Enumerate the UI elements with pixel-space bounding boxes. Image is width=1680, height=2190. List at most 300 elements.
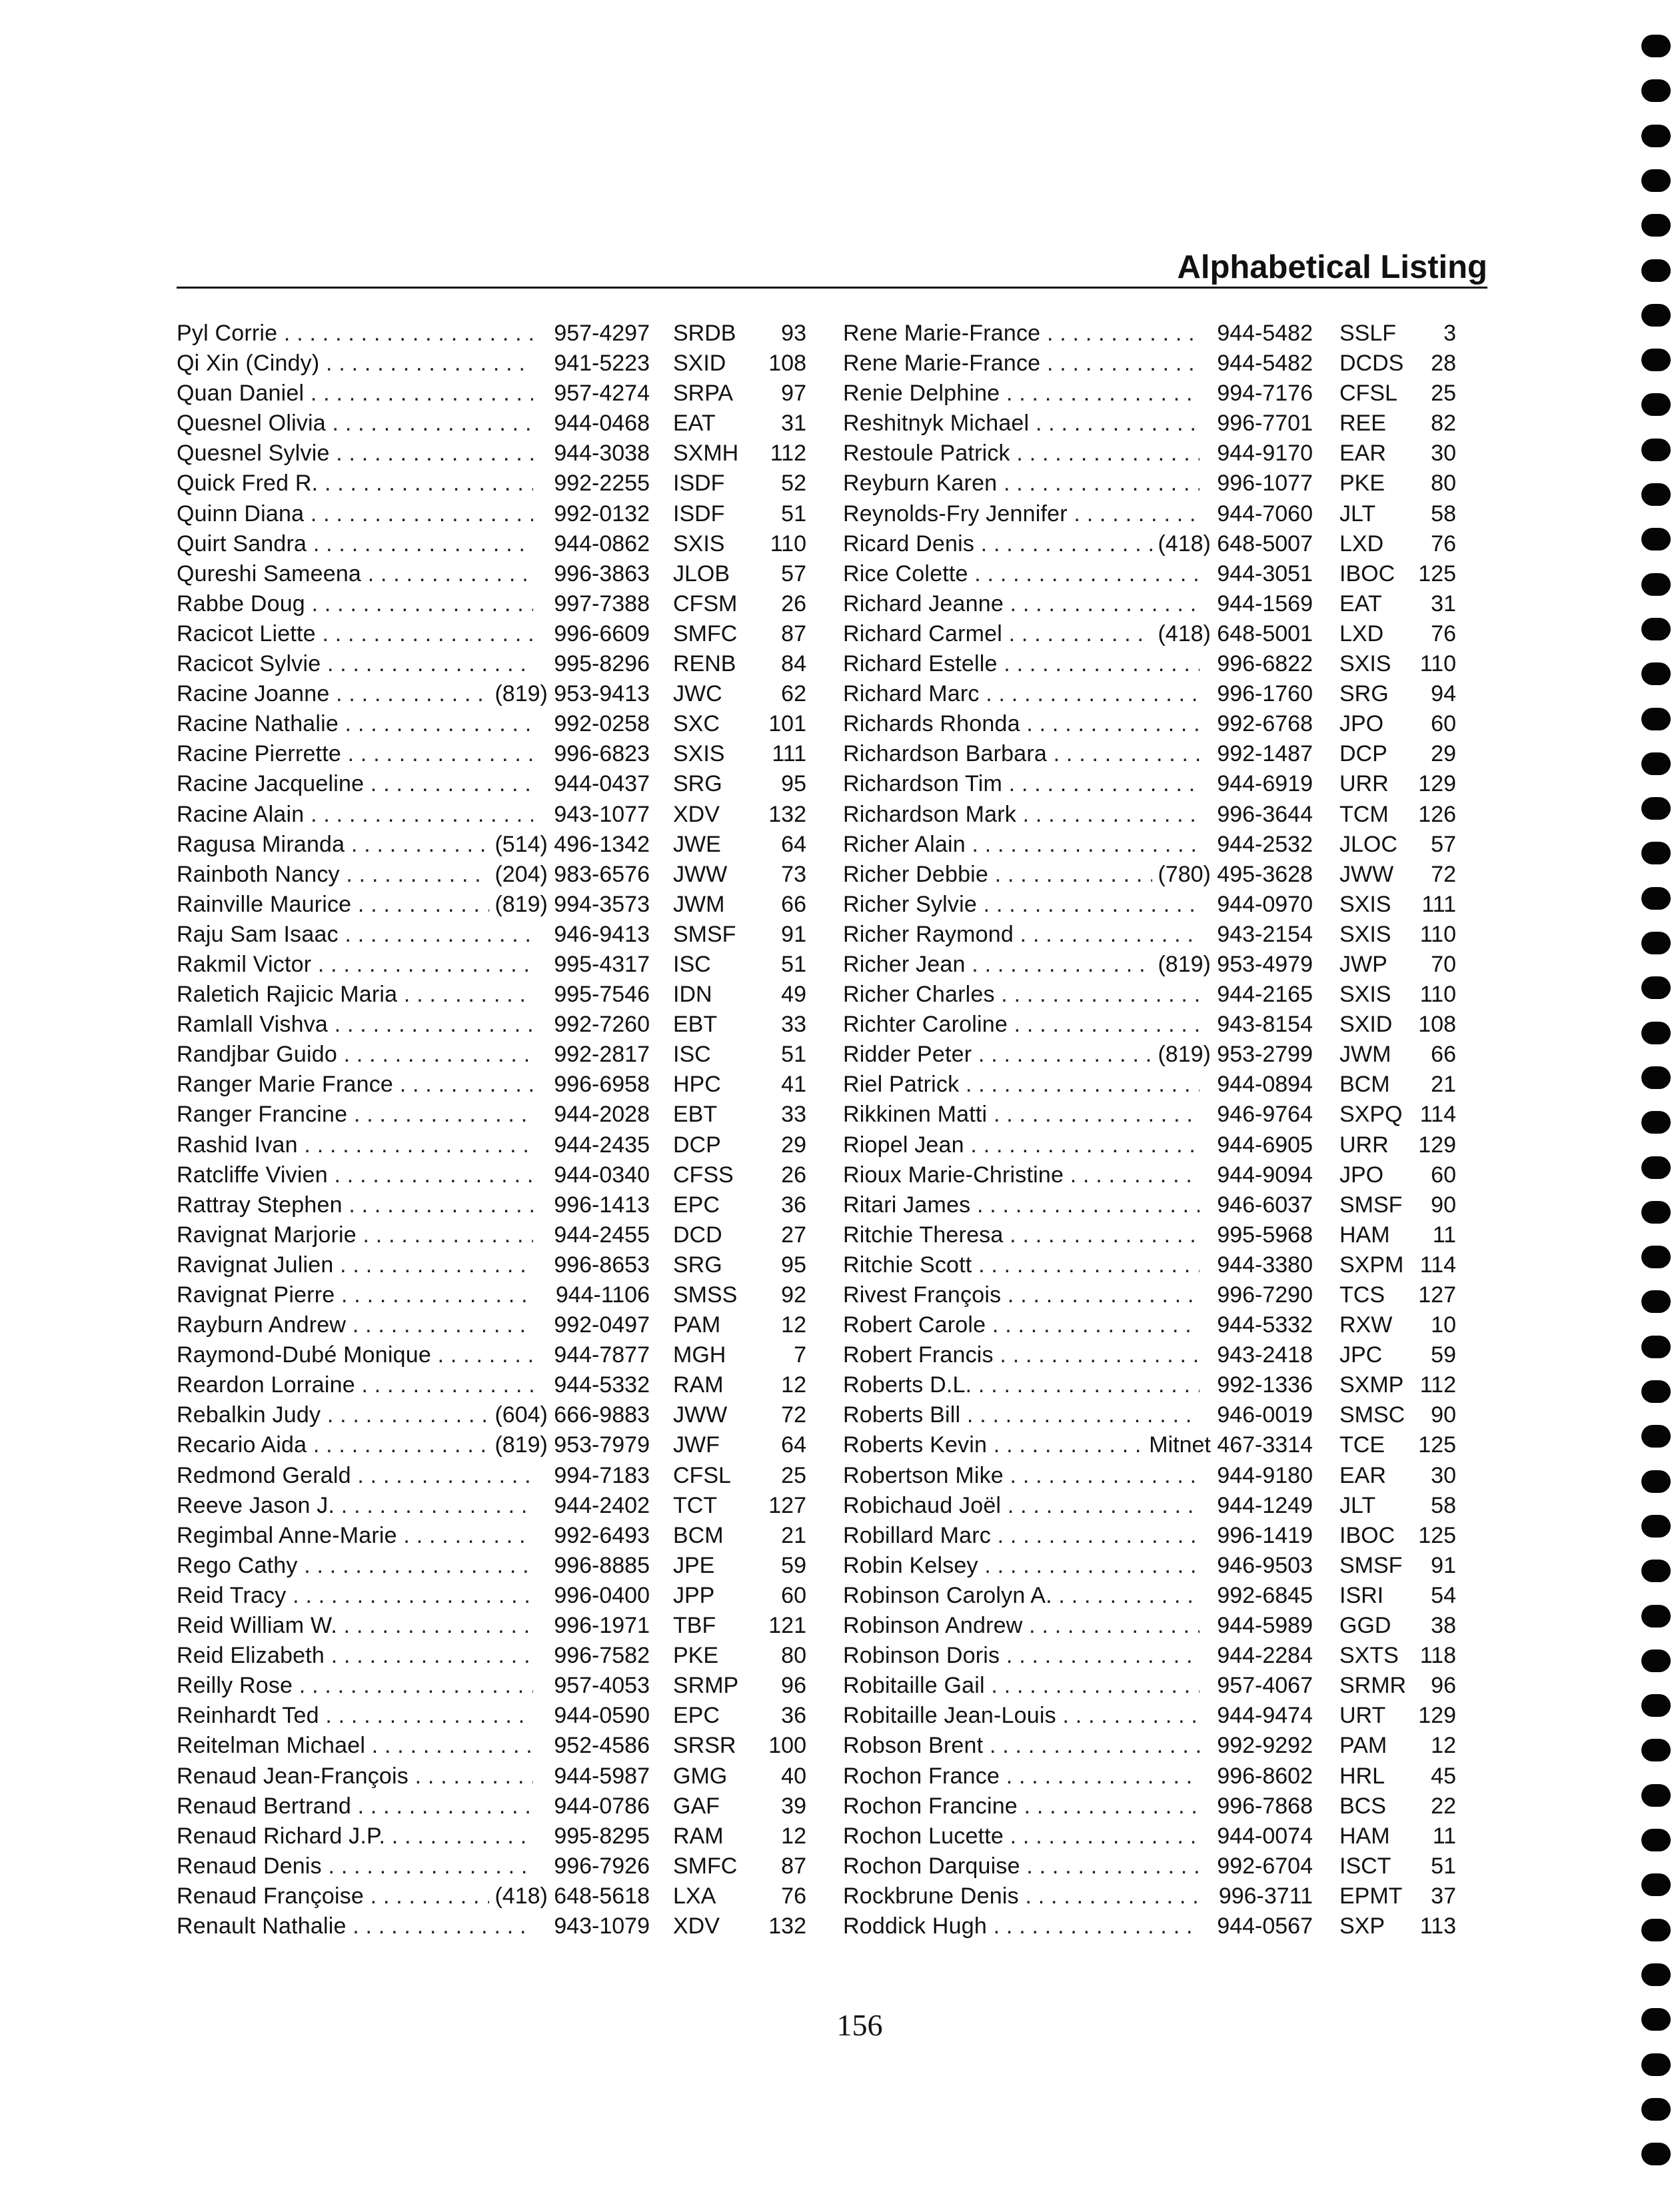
listing-row xyxy=(843,1821,1456,1851)
listing-row xyxy=(843,1220,1456,1250)
entry-phone: 992-1336 xyxy=(1212,1370,1313,1400)
binding-hole xyxy=(1641,259,1671,282)
entry-phone: 996-3711 xyxy=(1214,1881,1313,1911)
entry-page-ref: 38 xyxy=(1431,1613,1456,1639)
binding-hole xyxy=(1641,2053,1671,2076)
right-listing-column xyxy=(843,319,1456,1941)
entry-phone: 944-0894 xyxy=(1212,1070,1313,1100)
entry-code: SXC xyxy=(673,711,720,737)
entry-phone: Mitnet 467-3314 xyxy=(1144,1430,1313,1460)
entry-code: JWW xyxy=(673,861,728,887)
entry-code: EBT xyxy=(673,1012,718,1038)
listing-row xyxy=(843,1671,1456,1701)
binding-hole xyxy=(1641,1156,1671,1179)
entry-page-ref: 12 xyxy=(781,1312,806,1338)
entry-code: PAM xyxy=(1339,1733,1387,1759)
listing-row xyxy=(843,769,1456,799)
entry-name: Reshitnyk Michael . . . xyxy=(843,409,1200,439)
entry-page-ref: 73 xyxy=(781,861,806,887)
entry-name: Rochon Darquise . . . xyxy=(843,1851,1200,1881)
entry-page-ref: 59 xyxy=(781,1552,806,1578)
listing-row xyxy=(843,1701,1456,1731)
entry-phone: 944-5482 xyxy=(1212,349,1313,379)
binding-hole xyxy=(1641,528,1671,550)
listing-row xyxy=(177,1250,806,1280)
entry-phone: 944-3380 xyxy=(1212,1250,1313,1280)
entry-code: SRG xyxy=(673,771,722,797)
entry-code: SMSF xyxy=(1339,1552,1403,1578)
entry-code: BCM xyxy=(1339,1072,1390,1098)
entry-page-ref: 70 xyxy=(1431,951,1456,977)
entry-code: SXID xyxy=(673,351,726,377)
entry-page-ref: 111 xyxy=(772,741,806,767)
entry-phone: 944-0970 xyxy=(1212,890,1313,920)
binding-hole xyxy=(1641,349,1671,371)
entry-page-ref: 36 xyxy=(781,1703,806,1729)
entry-page-ref: 100 xyxy=(768,1733,806,1759)
entry-page-ref: 90 xyxy=(1431,1402,1456,1428)
entry-code: JPC xyxy=(1339,1342,1383,1368)
entry-code: RAM xyxy=(673,1372,724,1398)
entry-code: ISDF xyxy=(673,501,725,527)
entry-page-ref: 110 xyxy=(1419,651,1456,677)
entry-phone: (418) 648-5001 xyxy=(1152,619,1313,649)
entry-code: EAR xyxy=(1339,1462,1386,1488)
entry-code: SXIS xyxy=(1339,651,1391,677)
entry-code: URR xyxy=(1339,771,1389,797)
binding-hole xyxy=(1641,1111,1671,1134)
entry-phone: 943-2154 xyxy=(1212,920,1313,950)
entry-code: SXMP xyxy=(1339,1372,1404,1398)
entry-page-ref: 21 xyxy=(781,1522,806,1548)
listing-row xyxy=(843,1370,1456,1400)
entry-page-ref: 66 xyxy=(781,891,806,917)
entry-name: Richer Alain . . . xyxy=(843,830,1200,860)
entry-page-ref: 114 xyxy=(1419,1102,1456,1128)
entry-phone: 992-7260 xyxy=(548,1010,650,1040)
listing-row xyxy=(843,1430,1456,1460)
entry-code: RXW xyxy=(1339,1312,1393,1338)
listing-row xyxy=(843,529,1456,559)
entry-code: TCS xyxy=(1339,1282,1385,1308)
entry-code: SXP xyxy=(1339,1913,1385,1939)
entry-code: XDV xyxy=(673,1913,720,1939)
entry-phone: 995-4317 xyxy=(548,950,650,980)
entry-page-ref: 26 xyxy=(781,1162,806,1188)
entry-name: Ricard Denis . . . xyxy=(843,529,1200,559)
entry-name: Robinson Carolyn A. . . . xyxy=(843,1581,1200,1611)
listing-row xyxy=(177,1400,806,1430)
listing-row xyxy=(843,980,1456,1010)
listing-row xyxy=(843,1581,1456,1611)
listing-row xyxy=(177,1040,806,1070)
entry-code: SMSS xyxy=(673,1282,738,1308)
binding-hole xyxy=(1641,483,1671,506)
entry-phone: 944-2402 xyxy=(548,1491,650,1521)
listing-row xyxy=(843,469,1456,499)
entry-name: Raletich Rajicic Maria . . . xyxy=(177,980,533,1010)
listing-row xyxy=(843,319,1456,349)
entry-page-ref: 110 xyxy=(1419,921,1456,947)
listing-row xyxy=(177,950,806,980)
entry-code: CFSL xyxy=(673,1462,731,1488)
binding-hole xyxy=(1641,887,1671,910)
entry-name: Robin Kelsey . . . xyxy=(843,1551,1200,1581)
listing-row xyxy=(843,589,1456,619)
entry-phone: 944-2455 xyxy=(548,1220,650,1250)
entry-phone: 944-0468 xyxy=(548,409,650,439)
listing-row xyxy=(177,1160,806,1190)
entry-name: Rockbrune Denis . . . xyxy=(843,1881,1200,1911)
listing-row xyxy=(177,1761,806,1791)
entry-page-ref: 36 xyxy=(781,1192,806,1218)
binding-hole xyxy=(1641,797,1671,820)
listing-row xyxy=(843,920,1456,950)
entry-phone: 944-7877 xyxy=(548,1340,650,1370)
entry-name: Roberts Bill . . . xyxy=(843,1400,1200,1430)
listing-row xyxy=(843,349,1456,379)
entry-phone: 996-1419 xyxy=(1212,1521,1313,1551)
entry-name: Ranger Francine . . . xyxy=(177,1100,533,1130)
binding-hole xyxy=(1641,1784,1671,1807)
entry-name: Roberts D.L. . . . xyxy=(843,1370,1200,1400)
entry-name: Richer Charles . . . xyxy=(843,980,1200,1010)
listing-row xyxy=(177,1430,806,1460)
entry-page-ref: 11 xyxy=(1432,1823,1456,1849)
listing-row xyxy=(843,800,1456,830)
entry-name: Rayburn Andrew . . . xyxy=(177,1310,533,1340)
entry-code: REE xyxy=(1339,411,1386,437)
entry-phone: 992-2255 xyxy=(548,469,650,499)
entry-page-ref: 110 xyxy=(1419,982,1456,1008)
entry-code: SXPM xyxy=(1339,1252,1404,1278)
entry-name: Rakmil Victor . . . xyxy=(177,950,533,980)
entry-phone: 946-9503 xyxy=(1212,1551,1313,1581)
entry-phone: 992-0132 xyxy=(548,499,650,529)
listing-row xyxy=(843,890,1456,920)
binding-hole xyxy=(1641,1605,1671,1628)
entry-phone: 943-8154 xyxy=(1212,1010,1313,1040)
entry-name: Quirt Sandra . . . xyxy=(177,529,533,559)
entry-phone: 992-0497 xyxy=(548,1310,650,1340)
entry-page-ref: 64 xyxy=(781,1432,806,1458)
entry-page-ref: 114 xyxy=(1419,1252,1456,1278)
listing-row xyxy=(177,830,806,860)
listing-row xyxy=(177,1521,806,1551)
entry-code: SRSR xyxy=(673,1733,736,1759)
entry-name: Renault Nathalie . . . xyxy=(177,1911,533,1941)
binding-hole xyxy=(1641,1515,1671,1538)
entry-code: GMG xyxy=(673,1763,728,1789)
entry-phone: 996-7582 xyxy=(548,1641,650,1671)
entry-name: Racine Alain . . . xyxy=(177,800,533,830)
entry-phone: 944-0567 xyxy=(1212,1911,1313,1941)
entry-phone: 944-3051 xyxy=(1212,559,1313,589)
entry-name: Rainville Maurice . . . xyxy=(177,890,533,920)
entry-phone: 944-5332 xyxy=(548,1370,650,1400)
entry-code: URR xyxy=(1339,1132,1389,1158)
entry-phone: 944-0437 xyxy=(548,769,650,799)
entry-phone: 996-7926 xyxy=(548,1851,650,1881)
entry-page-ref: 30 xyxy=(1431,1462,1456,1488)
binding-hole xyxy=(1641,1919,1671,1941)
entry-phone: 996-7868 xyxy=(1212,1791,1313,1821)
entry-name: Ravignat Pierre . . . xyxy=(177,1280,533,1310)
entry-name: Pyl Corrie . . . xyxy=(177,319,533,349)
entry-code: SSLF xyxy=(1339,321,1397,346)
entry-code: LXD xyxy=(1339,531,1384,556)
page-number: 156 xyxy=(836,2008,883,2042)
listing-row xyxy=(177,1731,806,1761)
listing-row xyxy=(843,830,1456,860)
entry-phone: (780) 495-3628 xyxy=(1152,860,1313,890)
entry-phone: 944-5332 xyxy=(1212,1310,1313,1340)
entry-phone: 944-0786 xyxy=(548,1791,650,1821)
entry-phone: 944-2284 xyxy=(1212,1641,1313,1671)
entry-phone: 995-8295 xyxy=(548,1821,650,1851)
listing-row xyxy=(177,499,806,529)
entry-name: Reeve Jason J. . . . xyxy=(177,1491,533,1521)
entry-page-ref: 76 xyxy=(781,1883,806,1909)
entry-code: SRPA xyxy=(673,381,734,407)
entry-page-ref: 31 xyxy=(781,411,806,437)
entry-phone: 944-0340 xyxy=(548,1160,650,1190)
entry-page-ref: 51 xyxy=(781,501,806,527)
entry-name: Riel Patrick . . . xyxy=(843,1070,1200,1100)
entry-phone: 996-3644 xyxy=(1212,800,1313,830)
listing-row xyxy=(177,1611,806,1641)
listing-row xyxy=(177,1190,806,1220)
listing-row xyxy=(177,1881,806,1911)
entry-name: Ritchie Theresa . . . xyxy=(843,1220,1200,1250)
binding-hole xyxy=(1641,304,1671,327)
listing-row xyxy=(843,409,1456,439)
entry-phone: 994-7176 xyxy=(1212,379,1313,409)
entry-page-ref: 93 xyxy=(781,321,806,346)
entry-page-ref: 90 xyxy=(1431,1192,1456,1218)
entry-name: Quesnel Olivia . . . xyxy=(177,409,533,439)
entry-page-ref: 126 xyxy=(1418,801,1456,827)
listing-row xyxy=(177,920,806,950)
entry-name: Richer Jean . . . xyxy=(843,950,1200,980)
entry-page-ref: 57 xyxy=(781,560,806,586)
entry-code: JWM xyxy=(673,891,725,917)
entry-page-ref: 37 xyxy=(1431,1883,1456,1909)
entry-code: SRDB xyxy=(673,321,736,346)
listing-row xyxy=(177,1791,806,1821)
entry-code: PKE xyxy=(1339,471,1385,497)
listing-row xyxy=(843,1010,1456,1040)
entry-phone: 994-7183 xyxy=(548,1461,650,1491)
binding-hole xyxy=(1641,1246,1671,1268)
entry-code: DCP xyxy=(673,1132,721,1158)
listing-row xyxy=(843,379,1456,409)
entry-name: Racicot Liette . . . xyxy=(177,619,533,649)
entry-name: Rene Marie-France . . . xyxy=(843,349,1200,379)
binding-hole xyxy=(1641,1829,1671,1851)
entry-phone: 992-1487 xyxy=(1212,739,1313,769)
listing-row xyxy=(843,1851,1456,1881)
listing-row xyxy=(843,1731,1456,1761)
entry-code: SXIS xyxy=(673,741,725,767)
entry-phone: 992-0258 xyxy=(548,709,650,739)
listing-row xyxy=(177,559,806,589)
entry-name: Richard Marc . . . xyxy=(843,679,1200,709)
entry-phone: 996-6823 xyxy=(548,739,650,769)
entry-phone: 992-6704 xyxy=(1212,1851,1313,1881)
entry-name: Reinhardt Ted . . . xyxy=(177,1701,533,1731)
entry-name: Rebalkin Judy . . . xyxy=(177,1400,533,1430)
entry-name: Ravignat Julien . . . xyxy=(177,1250,533,1280)
entry-phone: 995-5968 xyxy=(1212,1220,1313,1250)
entry-name: Ramlall Vishva . . . xyxy=(177,1010,533,1040)
entry-page-ref: 3 xyxy=(1443,321,1456,346)
listing-row xyxy=(843,559,1456,589)
entry-page-ref: 72 xyxy=(781,1402,806,1428)
listing-row xyxy=(177,679,806,709)
entry-page-ref: 45 xyxy=(1431,1763,1456,1789)
entry-code: XDV xyxy=(673,801,720,827)
entry-name: Racine Joanne . . . xyxy=(177,679,533,709)
entry-code: DCDS xyxy=(1339,351,1404,377)
entry-phone: (418) 648-5007 xyxy=(1152,529,1313,559)
entry-page-ref: 132 xyxy=(768,801,806,827)
entry-name: Robert Francis . . . xyxy=(843,1340,1200,1370)
entry-name: Robertson Mike . . . xyxy=(843,1461,1200,1491)
entry-page-ref: 112 xyxy=(770,441,806,467)
entry-page-ref: 27 xyxy=(781,1222,806,1248)
entry-name: Robinson Andrew . . . xyxy=(843,1611,1200,1641)
listing-row xyxy=(177,319,806,349)
entry-page-ref: 108 xyxy=(768,351,806,377)
listing-row xyxy=(177,1851,806,1881)
entry-name: Renaud Françoise . . . xyxy=(177,1881,533,1911)
entry-name: Renaud Jean-François . . . xyxy=(177,1761,533,1791)
entry-name: Rioux Marie-Christine . . . xyxy=(843,1160,1200,1190)
entry-phone: 944-0590 xyxy=(548,1701,650,1731)
binding-hole xyxy=(1641,976,1671,999)
entry-name: Raymond-Dubé Monique . . . xyxy=(177,1340,533,1370)
entry-name: Robichaud Joël . . . xyxy=(843,1491,1200,1521)
entry-phone: 944-1106 xyxy=(550,1280,650,1310)
entry-name: Rochon France . . . xyxy=(843,1761,1200,1791)
binding-hole xyxy=(1641,842,1671,864)
entry-code: SRMR xyxy=(1339,1673,1407,1699)
binding-hole xyxy=(1641,573,1671,596)
entry-phone: (819) 953-7979 xyxy=(489,1430,650,1460)
entry-page-ref: 125 xyxy=(1418,560,1456,586)
entry-page-ref: 22 xyxy=(1431,1793,1456,1819)
entry-page-ref: 64 xyxy=(781,831,806,857)
entry-phone: 943-1077 xyxy=(548,800,650,830)
listing-row xyxy=(177,1130,806,1160)
entry-name: Recario Aida . . . xyxy=(177,1430,533,1460)
binding-hole xyxy=(1641,1336,1671,1358)
entry-code: IDN xyxy=(673,982,712,1008)
binding-hole xyxy=(1641,214,1671,237)
entry-name: Robert Carole . . . xyxy=(843,1310,1200,1340)
binding-hole xyxy=(1641,2008,1671,2031)
listing-row xyxy=(843,1491,1456,1521)
entry-name: Racine Pierrette . . . xyxy=(177,739,533,769)
listing-row xyxy=(843,439,1456,469)
entry-name: Ritchie Scott . . . xyxy=(843,1250,1200,1280)
entry-page-ref: 82 xyxy=(1431,411,1456,437)
listing-row xyxy=(843,619,1456,649)
listing-row xyxy=(177,469,806,499)
entry-code: ISC xyxy=(673,1042,711,1068)
entry-page-ref: 54 xyxy=(1431,1582,1456,1608)
entry-phone: (514) 496-1342 xyxy=(489,830,650,860)
listing-row xyxy=(177,1581,806,1611)
listing-row xyxy=(843,1881,1456,1911)
entry-phone: 996-6958 xyxy=(548,1070,650,1100)
entry-name: Roddick Hugh . . . xyxy=(843,1911,1200,1941)
listing-row xyxy=(843,1280,1456,1310)
entry-code: SXPQ xyxy=(1339,1102,1403,1128)
listing-row xyxy=(843,1100,1456,1130)
entry-name: Rashid Ivan . . . xyxy=(177,1130,533,1160)
listing-row xyxy=(843,1761,1456,1791)
listing-row xyxy=(177,739,806,769)
entry-page-ref: 76 xyxy=(1431,531,1456,556)
entry-phone: 992-9292 xyxy=(1212,1731,1313,1761)
entry-code: IBOC xyxy=(1339,1522,1395,1548)
entry-name: Richardson Mark . . . xyxy=(843,800,1200,830)
entry-page-ref: 51 xyxy=(781,1042,806,1068)
listing-row xyxy=(843,1611,1456,1641)
entry-name: Racicot Sylvie . . . xyxy=(177,649,533,679)
entry-name: Richard Estelle . . . xyxy=(843,649,1200,679)
entry-phone: 996-3863 xyxy=(548,559,650,589)
entry-phone: (819) 953-9413 xyxy=(489,679,650,709)
entry-page-ref: 58 xyxy=(1431,501,1456,527)
entry-code: SXMH xyxy=(673,441,739,467)
entry-page-ref: 96 xyxy=(781,1673,806,1699)
binding-hole xyxy=(1641,1470,1671,1493)
entry-name: Reid William W. . . . xyxy=(177,1611,533,1641)
entry-page-ref: 95 xyxy=(781,1252,806,1278)
entry-name: Rivest François . . . xyxy=(843,1280,1200,1310)
entry-code: SXIS xyxy=(1339,982,1391,1008)
entry-page-ref: 58 xyxy=(1431,1492,1456,1518)
entry-name: Quan Daniel . . . xyxy=(177,379,533,409)
entry-page-ref: 60 xyxy=(781,1582,806,1608)
entry-code: SXIS xyxy=(673,531,725,556)
entry-phone: (819) 953-4979 xyxy=(1152,950,1313,980)
entry-name: Rochon Francine . . . xyxy=(843,1791,1200,1821)
entry-code: ISCT xyxy=(1339,1853,1391,1879)
listing-row xyxy=(177,529,806,559)
entry-phone: 995-7546 xyxy=(548,980,650,1010)
entry-page-ref: 121 xyxy=(768,1613,806,1639)
entry-page-ref: 7 xyxy=(794,1342,806,1368)
entry-name: Ritari James . . . xyxy=(843,1190,1200,1220)
entry-phone: (204) 983-6576 xyxy=(489,860,650,890)
entry-code: LXA xyxy=(673,1883,716,1909)
binding-hole xyxy=(1641,752,1671,775)
entry-code: GAF xyxy=(673,1793,720,1819)
entry-page-ref: 49 xyxy=(781,982,806,1008)
listing-row xyxy=(177,349,806,379)
binding-hole xyxy=(1641,125,1671,147)
entry-name: Richter Caroline . . . xyxy=(843,1010,1200,1040)
entry-name: Richard Carmel . . . xyxy=(843,619,1200,649)
entry-code: RAM xyxy=(673,1823,724,1849)
entry-name: Reid Tracy . . . xyxy=(177,1581,533,1611)
entry-page-ref: 87 xyxy=(781,620,806,646)
entry-code: ISC xyxy=(673,951,711,977)
